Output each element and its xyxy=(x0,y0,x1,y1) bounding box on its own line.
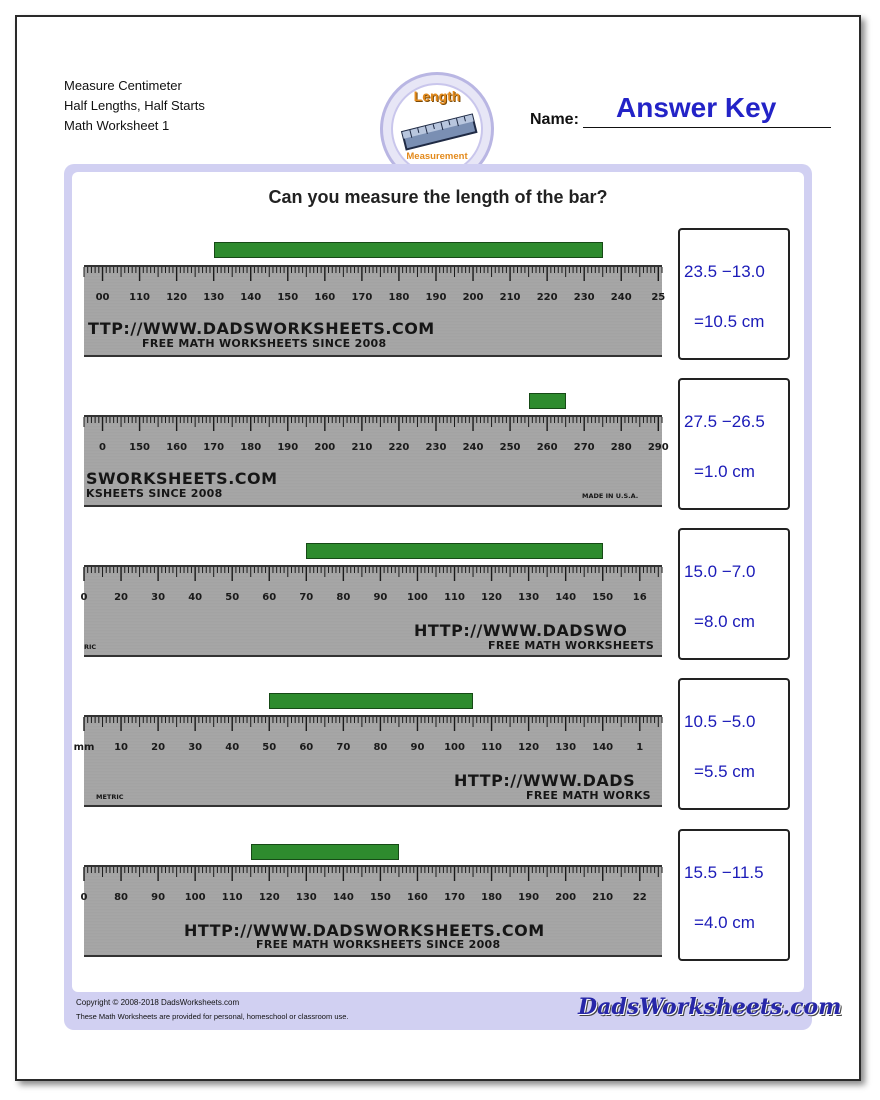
ruler-tick-label: 90 xyxy=(151,892,166,903)
minus-sign: − xyxy=(721,562,732,581)
ruler-tick-label: 290 xyxy=(647,442,669,453)
ruler xyxy=(73,715,662,807)
minus-sign: − xyxy=(721,863,732,882)
ruler xyxy=(84,265,666,357)
ruler-tick-label: 30 xyxy=(151,592,166,603)
ruler-tick-label: 00 xyxy=(95,292,110,303)
ruler xyxy=(80,565,662,657)
ruler-tick-label: 270 xyxy=(573,442,595,453)
ruler-tick-label: 1 xyxy=(636,742,644,753)
answer-box xyxy=(678,829,790,961)
ruler-tick-label: 150 xyxy=(369,892,391,903)
worksheet-title: Measure Centimeter xyxy=(64,78,182,93)
ruler-tick-label: 50 xyxy=(262,742,277,753)
ruler-tick-label: 220 xyxy=(536,292,558,303)
dadsworksheets-logo: DadsWorksheets.com xyxy=(578,994,842,1020)
ruler-tick-label: 230 xyxy=(425,442,447,453)
ruler-slogan: FREE MATH WORKSHEETS SINCE 2008 xyxy=(256,938,501,951)
answer-start: 7.0 xyxy=(731,562,756,581)
ruler-tick-label: 250 xyxy=(499,442,521,453)
answer-length: 8.0 cm xyxy=(703,612,755,631)
ruler-scale xyxy=(73,717,662,767)
ruler-tick-label: 170 xyxy=(203,442,225,453)
green-bar xyxy=(306,543,602,559)
ruler-tick-label: 10 xyxy=(114,742,129,753)
ruler-tick-label: 210 xyxy=(592,892,614,903)
ruler-tick-label: 60 xyxy=(262,592,277,603)
ruler-tick-label: 110 xyxy=(444,592,465,603)
name-underline xyxy=(583,127,831,128)
ruler-tick-label: 210 xyxy=(499,292,521,303)
answer-box xyxy=(678,678,790,810)
answer-length: 10.5 cm xyxy=(703,312,765,331)
ruler-scale xyxy=(84,417,669,467)
ruler-tick-label: 130 xyxy=(518,592,540,603)
green-bar xyxy=(529,393,566,409)
ruler-tick-label: 200 xyxy=(462,292,484,303)
ruler-tick-label: 130 xyxy=(295,892,317,903)
ruler-tick-label: 150 xyxy=(129,442,151,453)
ruler-tick-label: 16 xyxy=(632,592,647,603)
ruler-tick-label: 180 xyxy=(481,892,503,903)
answer-key-text: Answer Key xyxy=(616,92,777,123)
ruler-scale xyxy=(84,267,666,317)
name-label: Name: xyxy=(530,111,579,128)
ruler-tick-label: 30 xyxy=(188,742,203,753)
ruler-url: SWORKSHEETS.COM xyxy=(86,469,278,488)
ruler-tick-label: 50 xyxy=(225,592,240,603)
answer-end: 15.5 xyxy=(684,863,718,882)
answer-end: 10.5 xyxy=(684,712,718,731)
ruler-tick-label: 40 xyxy=(225,742,240,753)
ruler-tick-label: 40 xyxy=(188,592,203,603)
ruler-tick-label: 210 xyxy=(351,442,373,453)
ruler-tick-label: 80 xyxy=(336,592,351,603)
ruler-tick-label: 60 xyxy=(299,742,314,753)
ruler-tick-label: 160 xyxy=(407,892,428,903)
ruler-tick-label: 160 xyxy=(314,292,336,303)
ruler-tick-label: 120 xyxy=(258,892,280,903)
ruler-slogan: FREE MATH WORKSHEETS xyxy=(488,639,655,652)
answer-length: 4.0 cm xyxy=(703,913,755,932)
worksheet-number: Math Worksheet 1 xyxy=(64,118,170,133)
ruler-tick-label: 70 xyxy=(336,742,351,753)
worksheet-subtitle: Half Lengths, Half Starts xyxy=(64,98,205,113)
ruler-url: TTP://WWW.DADSWORKSHEETS.COM xyxy=(88,319,435,338)
ruler-url: HTTP://WWW.DADS xyxy=(454,771,636,790)
answer-start: 5.0 xyxy=(731,712,756,731)
ruler-tick-label: 0 xyxy=(80,892,88,903)
ruler-tick-label: 140 xyxy=(555,592,577,603)
answer-result xyxy=(694,762,755,782)
made-in-usa-mark: MADE IN U.S.A. xyxy=(582,492,639,500)
equals-sign: = xyxy=(694,612,704,631)
green-bar xyxy=(214,242,603,258)
answer-subtraction xyxy=(684,412,765,432)
ruler-tick-label: 170 xyxy=(351,292,373,303)
answer-subtraction xyxy=(684,562,755,582)
ruler-tick-label: 140 xyxy=(240,292,262,303)
ruler-tick-label: 120 xyxy=(481,592,503,603)
ruler-tick-label: 0 xyxy=(80,592,88,603)
metric-mark: RIC xyxy=(84,643,97,651)
green-bar xyxy=(251,844,399,860)
answer-result xyxy=(694,462,755,482)
question-heading: Can you measure the length of the bar? xyxy=(268,187,608,207)
answer-result xyxy=(694,913,755,933)
ruler-tick-label: 170 xyxy=(444,892,465,903)
ruler-tick-label: 240 xyxy=(610,292,632,303)
minus-sign: − xyxy=(721,412,732,431)
answer-start: 26.5 xyxy=(731,412,765,431)
ruler-tick-label: 100 xyxy=(407,592,428,603)
ruler-tick-label: 90 xyxy=(373,592,388,603)
ruler xyxy=(84,415,669,507)
ruler-url: HTTP://WWW.DADSWORKSHEETS.COM xyxy=(184,921,545,940)
ruler-tick-label: 200 xyxy=(314,442,336,453)
logo-subtitle: Measurement xyxy=(406,151,468,162)
ruler-tick-label: 110 xyxy=(221,892,243,903)
minus-sign: − xyxy=(721,712,732,731)
ruler-tick-label: 80 xyxy=(373,742,388,753)
ruler-tick-label: 80 xyxy=(114,892,129,903)
answer-length: 5.5 cm xyxy=(703,762,755,781)
minus-sign: − xyxy=(721,262,732,281)
answer-result xyxy=(694,312,764,332)
ruler-tick-label: 130 xyxy=(555,742,577,753)
logo-title: Length xyxy=(413,88,461,104)
ruler-tick-label: 20 xyxy=(114,592,129,603)
ruler-tick-label: 90 xyxy=(410,742,425,753)
ruler-tick-label: mm xyxy=(73,742,95,753)
ruler-icon xyxy=(399,111,479,151)
ruler-tick-label: 260 xyxy=(536,442,558,453)
copyright-text: Copyright © 2008-2018 DadsWorksheets.com xyxy=(76,998,240,1007)
ruler-tick-label: 110 xyxy=(481,742,503,753)
ruler-tick-label: 230 xyxy=(573,292,595,303)
ruler-tick-label: 150 xyxy=(277,292,299,303)
ruler-tick-label: 190 xyxy=(425,292,447,303)
ruler-tick-label: 190 xyxy=(277,442,299,453)
answer-box xyxy=(678,228,790,360)
ruler-tick-label: 160 xyxy=(166,442,188,453)
ruler-tick-label: 240 xyxy=(462,442,484,453)
answer-end: 23.5 xyxy=(684,262,718,281)
green-bar xyxy=(269,693,473,709)
usage-note: These Math Worksheets are provided for personal, homeschool or classroom use. xyxy=(76,1012,349,1021)
ruler-tick-label: 100 xyxy=(444,742,465,753)
answer-end: 27.5 xyxy=(684,412,718,431)
ruler-tick-label: 25 xyxy=(651,292,666,303)
ruler-slogan: FREE MATH WORKSHEETS SINCE 2008 xyxy=(142,337,387,350)
ruler-tick-label: 100 xyxy=(184,892,206,903)
ruler-tick-label: 20 xyxy=(151,742,166,753)
answer-box xyxy=(678,528,790,660)
equals-sign: = xyxy=(694,462,704,481)
ruler-tick-label: 180 xyxy=(240,442,262,453)
answer-subtraction xyxy=(684,863,764,883)
ruler-slogan: FREE MATH WORKS xyxy=(526,789,651,802)
answer-end: 15.0 xyxy=(684,562,718,581)
ruler-tick-label: 190 xyxy=(518,892,540,903)
answer-subtraction xyxy=(684,262,765,282)
equals-sign: = xyxy=(694,762,704,781)
ruler-tick-label: 200 xyxy=(555,892,577,903)
answer-result xyxy=(694,612,755,632)
answer-start: 11.5 xyxy=(731,863,764,882)
ruler-tick-label: 140 xyxy=(592,742,614,753)
ruler-tick-label: 280 xyxy=(610,442,632,453)
ruler xyxy=(80,865,662,957)
answer-length: 1.0 cm xyxy=(703,462,755,481)
ruler-scale xyxy=(80,567,662,617)
ruler-slogan: KSHEETS SINCE 2008 xyxy=(86,487,223,500)
ruler-tick-label: 140 xyxy=(332,892,354,903)
answer-box xyxy=(678,378,790,510)
ruler-tick-label: 180 xyxy=(388,292,410,303)
metric-mark: METRIC xyxy=(96,793,124,801)
ruler-url: HTTP://WWW.DADSWO xyxy=(414,621,628,640)
ruler-tick-label: 120 xyxy=(518,742,540,753)
answer-subtraction xyxy=(684,712,755,732)
equals-sign: = xyxy=(694,913,704,932)
equals-sign: = xyxy=(694,312,704,331)
ruler-tick-label: 150 xyxy=(592,592,614,603)
ruler-tick-label: 130 xyxy=(203,292,225,303)
ruler-tick-label: 120 xyxy=(166,292,188,303)
ruler-tick-label: 70 xyxy=(299,592,314,603)
ruler-tick-label: 22 xyxy=(632,892,647,903)
ruler-tick-label: 0 xyxy=(99,442,107,453)
ruler-scale xyxy=(80,867,662,917)
ruler-tick-label: 110 xyxy=(129,292,151,303)
answer-start: 13.0 xyxy=(731,262,765,281)
ruler-tick-label: 220 xyxy=(388,442,410,453)
